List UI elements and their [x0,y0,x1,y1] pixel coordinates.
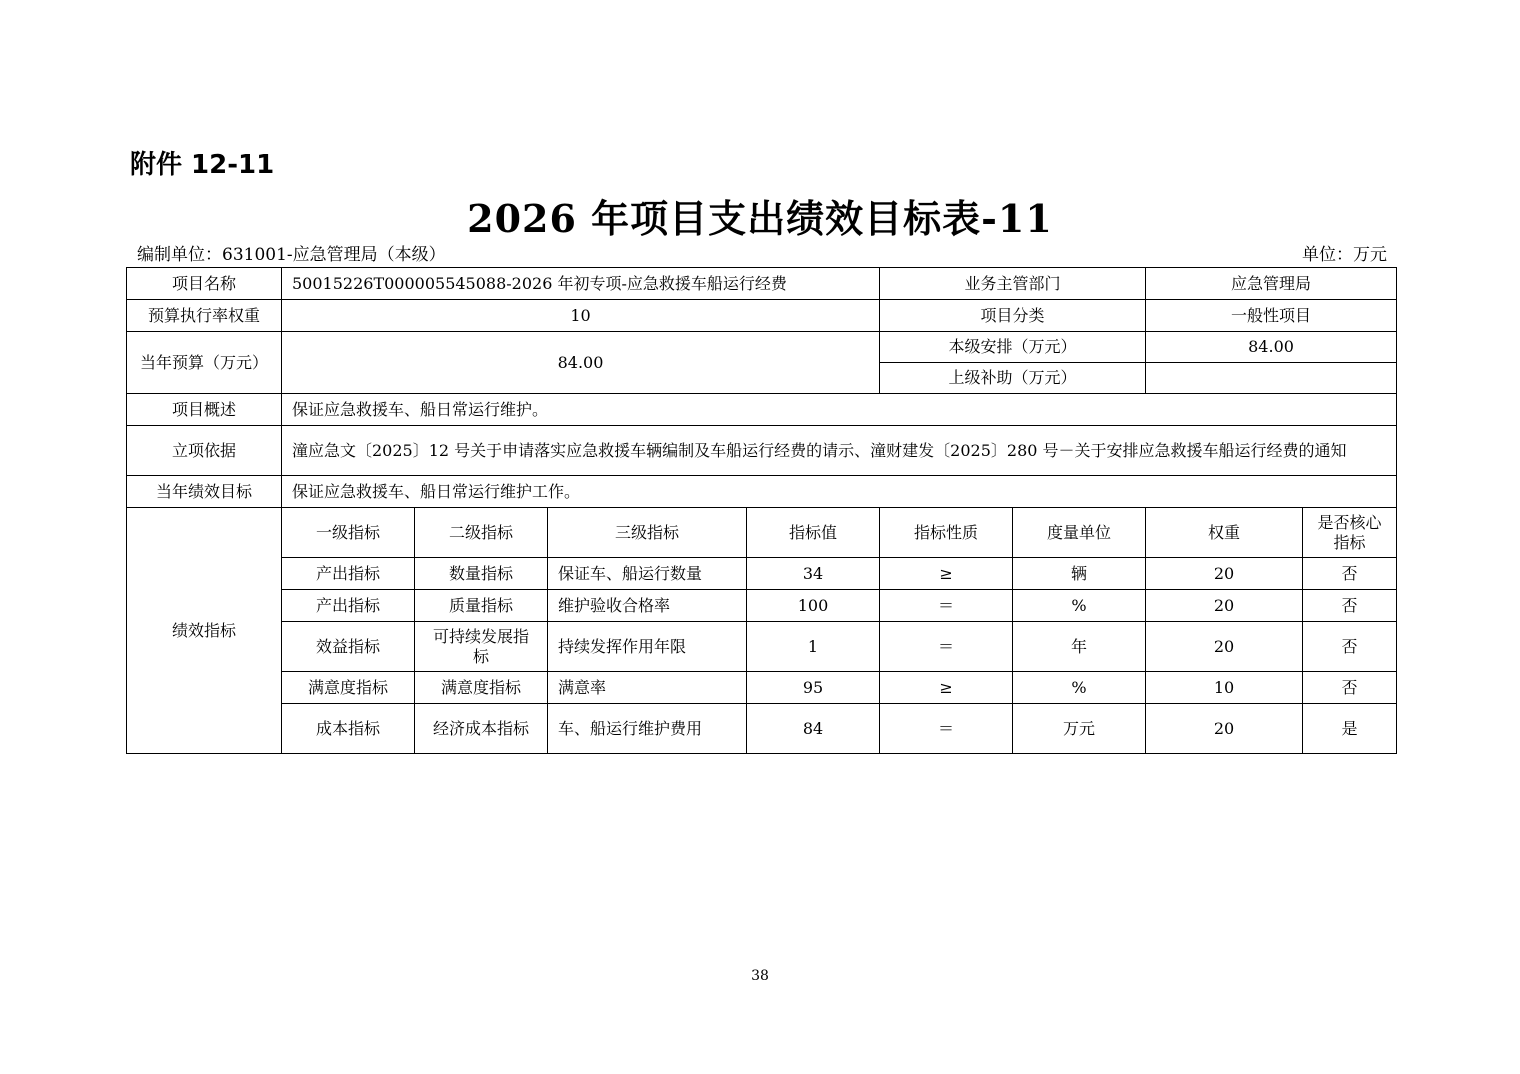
value-cell: 95 [747,672,880,704]
level3-cell: 持续发挥作用年限 [548,622,747,672]
level1-cell: 产出指标 [282,590,415,622]
goal-value: 保证应急救援车、船日常运行维护工作。 [282,476,1397,508]
local-value: 84.00 [1146,332,1397,363]
row-project-name [127,268,1397,300]
nature-cell: ＝ [880,704,1013,754]
row-weight [127,300,1397,332]
level2-cell: 满意度指标 [415,672,548,704]
table-row [127,558,1397,590]
level2-cell: 经济成本指标 [415,704,548,754]
weight-cell: 20 [1146,622,1303,672]
budget-value: 84.00 [282,332,880,394]
level2-cell: 可持续发展指标 [415,622,548,672]
core-cell: 否 [1303,622,1397,672]
dept-value: 应急管理局 [1146,268,1397,300]
level3-cell: 保证车、船运行数量 [548,558,747,590]
row-budget [127,332,1397,363]
core-cell: 是 [1303,704,1397,754]
nature-cell: ＝ [880,590,1013,622]
weight-value: 10 [282,300,880,332]
core-cell: 否 [1303,590,1397,622]
perf-label: 绩效指标 [127,508,282,754]
weight-cell: 10 [1146,672,1303,704]
level1-cell: 成本指标 [282,704,415,754]
nature-cell: ≥ [880,672,1013,704]
performance-table [126,267,1397,754]
level3-cell: 车、船运行维护费用 [548,704,747,754]
level1-cell: 满意度指标 [282,672,415,704]
table-row [127,704,1397,754]
nature-cell: ＝ [880,622,1013,672]
header-cell: 是否核心指标 [1303,508,1397,558]
header-cell: 三级指标 [548,508,747,558]
table-row [127,590,1397,622]
header-cell: 度量单位 [1013,508,1146,558]
row-basis [127,426,1397,476]
core-cell: 否 [1303,558,1397,590]
project-name-label: 项目名称 [127,268,282,300]
row-overview [127,394,1397,426]
local-label: 本级安排（万元） [880,332,1146,363]
weight-cell: 20 [1146,590,1303,622]
level1-cell: 产出指标 [282,558,415,590]
indicator-header-row [127,508,1397,558]
unit-cell: 万元 [1013,704,1146,754]
header-cell: 二级指标 [415,508,548,558]
overview-value: 保证应急救援车、船日常运行维护。 [282,394,1397,426]
level3-cell: 维护验收合格率 [548,590,747,622]
header-cell: 权重 [1146,508,1303,558]
upper-label: 上级补助（万元） [880,363,1146,394]
unit-cell: 年 [1013,622,1146,672]
budget-label: 当年预算（万元） [127,332,282,394]
category-label: 项目分类 [880,300,1146,332]
table-row [127,672,1397,704]
dept-label: 业务主管部门 [880,268,1146,300]
unit-cell: % [1013,590,1146,622]
level3-cell: 满意率 [548,672,747,704]
basis-value: 潼应急文〔2025〕12 号关于申请落实应急救援车辆编制及车船运行经费的请示、潼财建发〔2025〕280 号－关于安排应急救援车船运行经费的通知 [282,426,1397,476]
unit-cell: 辆 [1013,558,1146,590]
level1-cell: 效益指标 [282,622,415,672]
row-goal [127,476,1397,508]
nature-cell: ≥ [880,558,1013,590]
value-cell: 34 [747,558,880,590]
org-line [137,240,1387,264]
upper-value [1146,363,1397,394]
value-cell: 84 [747,704,880,754]
overview-label: 项目概述 [127,394,282,426]
page-title: 2026 年项目支出绩效目标表-11 [467,196,1053,241]
value-cell: 1 [747,622,880,672]
weight-cell: 20 [1146,558,1303,590]
goal-label: 当年绩效目标 [127,476,282,508]
weight-cell: 20 [1146,704,1303,754]
core-cell: 否 [1303,672,1397,704]
category-value: 一般性项目 [1146,300,1397,332]
basis-label: 立项依据 [127,426,282,476]
unit-cell: % [1013,672,1146,704]
level2-cell: 数量指标 [415,558,548,590]
org-unit: 编制单位：631001-应急管理局（本级） [137,245,446,265]
project-name-value: 50015226T000005545088-2026 年初专项-应急救援车船运行经费 [282,268,880,300]
header-cell: 一级指标 [282,508,415,558]
header-cell: 指标值 [747,508,880,558]
weight-label: 预算执行率权重 [127,300,282,332]
attachment-label: 附件 12-11 [130,150,275,180]
money-unit: 单位：万元 [1302,245,1387,265]
header-cell: 指标性质 [880,508,1013,558]
page-number: 38 [751,968,769,984]
table-row [127,622,1397,672]
value-cell: 100 [747,590,880,622]
level2-cell: 质量指标 [415,590,548,622]
